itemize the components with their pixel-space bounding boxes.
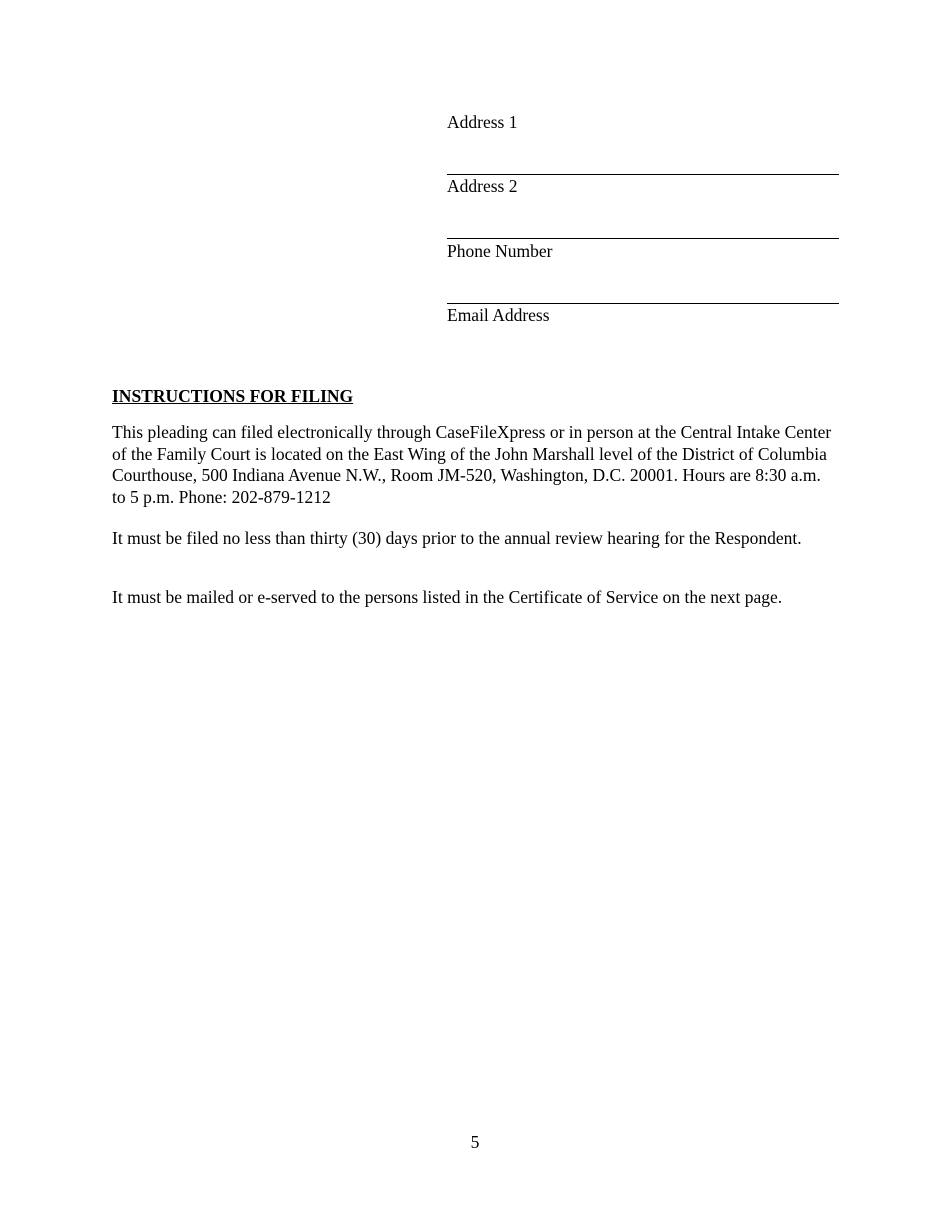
page-number: 5 [470, 1132, 480, 1152]
instructions-paragraph-location: This pleading can filed electronically through CaseFileXpress or in person at the Central Intake Center of the Family Court is located on the East Wing of the John Marshall level of the District of Columbia Courthouse, 500 Indiana Avenue N.W., Room JM-520, Washington, D.C. 20001. Hours are 8:30 a.m. to 5 p.m. Phone: 202-879-1212 [112, 422, 832, 507]
email-address-label: Email Address [447, 305, 550, 325]
address-1-label: Address 1 [447, 112, 518, 132]
phone-number-label: Phone Number [447, 241, 553, 261]
instructions-paragraph-service: It must be mailed or e-served to the persons listed in the Certificate of Service on the next page. [112, 587, 783, 607]
instructions-paragraph-deadline: It must be filed no less than thirty (30) days prior to the annual review hearing for the Respondent. [112, 528, 802, 548]
filing-instructions [112, 384, 838, 607]
address-2-label: Address 2 [447, 176, 518, 196]
instructions-heading: INSTRUCTIONS FOR FILING [112, 386, 354, 406]
